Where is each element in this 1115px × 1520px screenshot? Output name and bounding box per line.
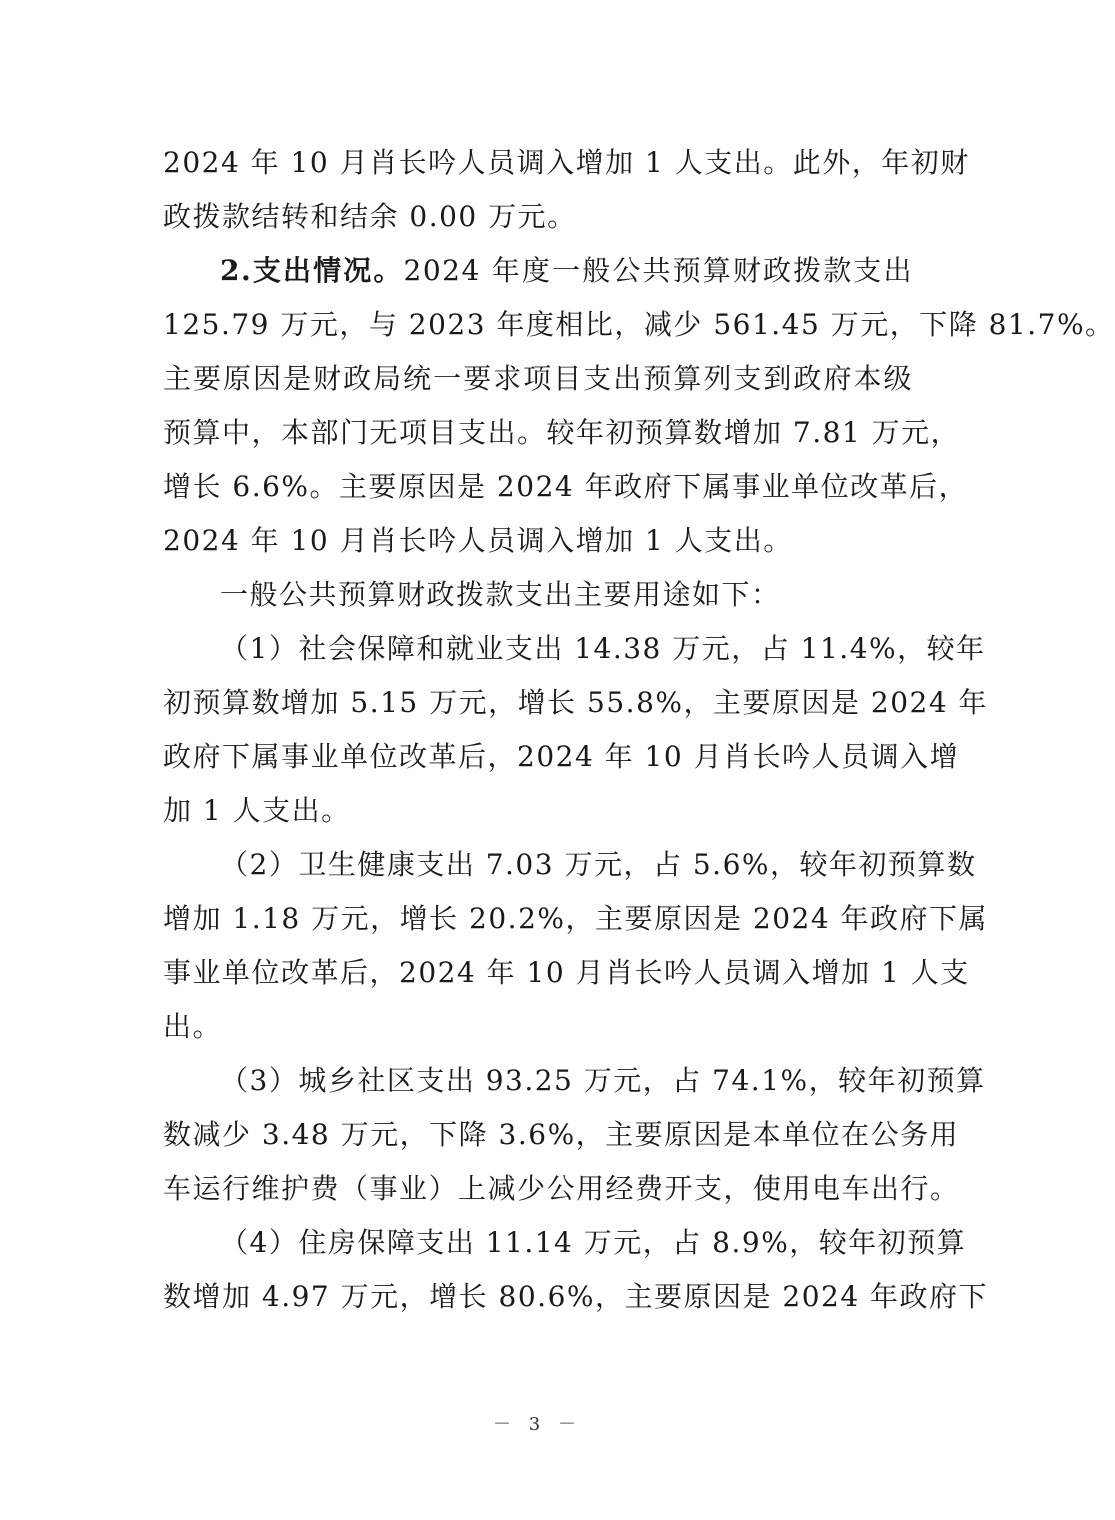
- list-item-line: 初预算数增加 5.15 万元，增长 55.8%，主要原因是 2024 年: [163, 686, 989, 719]
- page-number: － 3 －: [493, 1414, 582, 1435]
- text-line: 政拨款结转和结余 0.00 万元。: [163, 200, 577, 233]
- text-line-rest: 2024 年度一般公共预算财政拨款支出: [403, 254, 913, 287]
- list-item-line: 车运行维护费（事业）上减少公用经费开支，使用电车出行。: [163, 1172, 960, 1205]
- section-heading: 2.支出情况。: [220, 254, 404, 287]
- text-line: 预算中，本部门无项目支出。较年初预算数增加 7.81 万元，: [163, 416, 961, 449]
- list-item-line: 政府下属事业单位改革后，2024 年 10 月肖长吟人员调入增: [163, 740, 960, 773]
- list-item-line: （3）城乡社区支出 93.25 万元，占 74.1%，较年初预算: [220, 1064, 986, 1097]
- list-item-line: 加 1 人支出。: [163, 794, 351, 827]
- text-line: 2024 年 10 月肖长吟人员调入增加 1 人支出。此外，年初财: [163, 146, 970, 179]
- text-line: 主要原因是财政局统一要求项目支出预算列支到政府本级: [163, 362, 913, 395]
- intro-line: 一般公共预算财政拨款支出主要用途如下：: [220, 578, 781, 611]
- list-item-line: 增加 1.18 万元，增长 20.2%，主要原因是 2024 年政府下属: [163, 902, 989, 935]
- list-item-line: 数增加 4.97 万元，增长 80.6%，主要原因是 2024 年政府下: [163, 1280, 989, 1313]
- text-line: 2024 年 10 月肖长吟人员调入增加 1 人支出。: [163, 524, 793, 557]
- section-heading-line: [163, 244, 913, 298]
- list-item-line: （1）社会保障和就业支出 14.38 万元，占 11.4%，较年: [220, 632, 986, 665]
- text-line: 增长 6.6%。主要原因是 2024 年政府下属事业单位改革后，: [163, 470, 969, 503]
- list-item-line: 数减少 3.48 万元，下降 3.6%，主要原因是本单位在公务用: [163, 1118, 960, 1151]
- list-item-line: 事业单位改革后，2024 年 10 月肖长吟人员调入增加 1 人支: [163, 956, 970, 989]
- list-item-line: （2）卫生健康支出 7.03 万元，占 5.6%，较年初预算数: [220, 848, 977, 881]
- body-text: [163, 136, 1115, 1324]
- list-item-line: 出。: [163, 1010, 223, 1043]
- text-line: 125.79 万元，与 2023 年度相比，减少 561.45 万元，下降 81.7%。: [163, 308, 1115, 341]
- list-item-line: （4）住房保障支出 11.14 万元，占 8.9%，较年初预算: [220, 1226, 967, 1259]
